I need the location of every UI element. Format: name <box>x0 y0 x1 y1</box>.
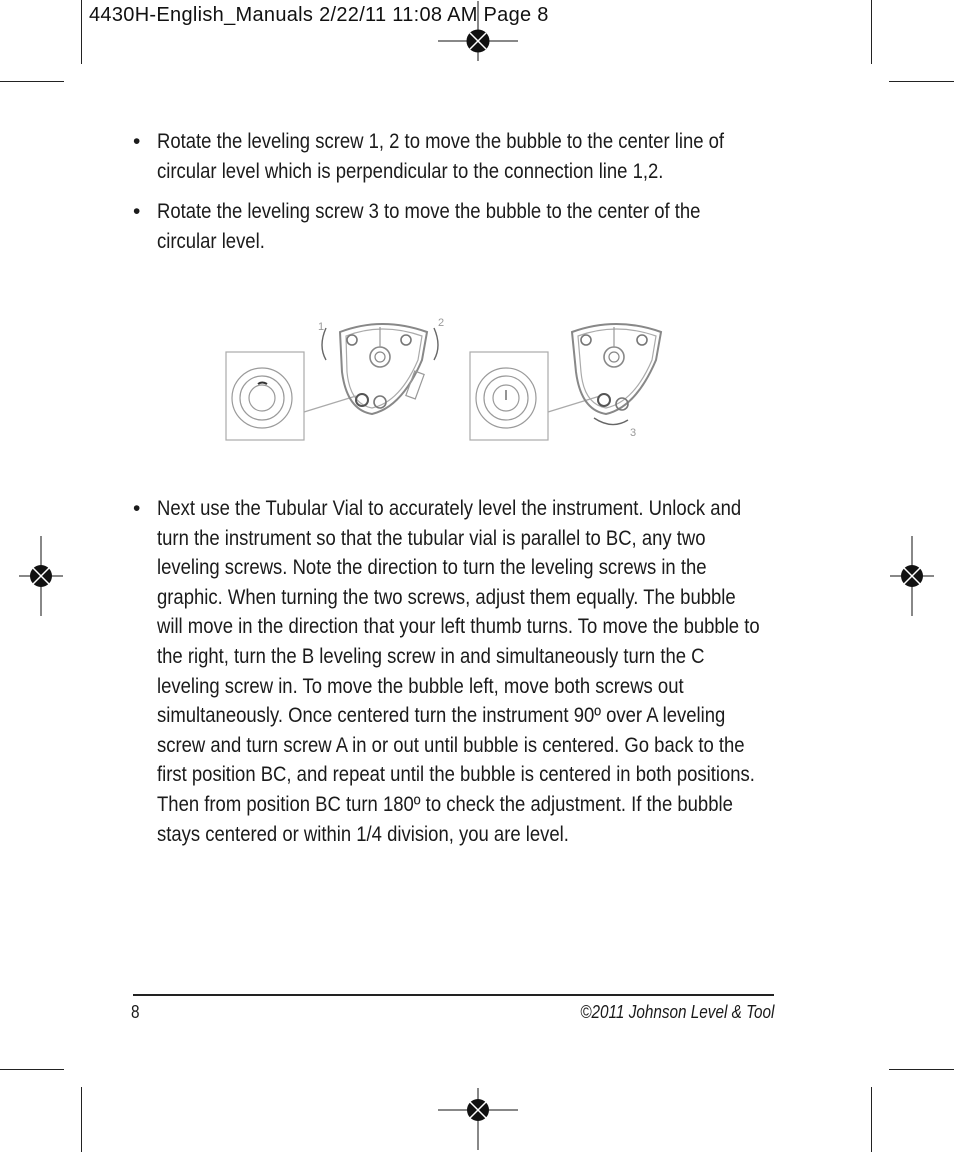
screw-label-2: 2 <box>438 317 445 329</box>
right-diagram <box>470 324 661 440</box>
crop-mark-top-right-v <box>871 0 872 64</box>
bullet-dot: • <box>133 130 141 153</box>
screw-label-3: 3 <box>630 427 637 439</box>
bullet-dot: • <box>133 200 141 223</box>
bullet-text: Next use the Tubular Vial to accurately level the instrument. Unlock and turn the instrument so that the tubular vial is parallel to BC, any two leveling screws. Note the direction to turn the leveling screws in the graphic. When turning the two screws, adjust them equally. The bubble will move in the direction that your left thumb turns. To move the bubble to the right, turn the B leveling screw in and simultaneously turn the C leveling screw in. To move the bubble left, move both screws out simultaneously. Once centered turn the instrument 90º over A leveling screw and turn screw A in or out until bubble is centered. Go back to the first position BC, and repeat until the bubble is centered in both positions. Then from position BC turn 180º to check the adjustment. If the bubble stays centered or within 1/4 division, you are level. <box>157 497 760 846</box>
bullet-item <box>133 127 773 186</box>
page-number: 8 <box>131 1002 140 1022</box>
registration-mark-bottom-icon <box>438 1070 518 1150</box>
bullet-text: Rotate the leveling screw 1, 2 to move the bubble to the center line of circular level which is perpendicular to the connection line 1,2. <box>157 130 725 183</box>
registration-mark-top-icon <box>438 1 518 81</box>
crop-mark-bottom-left-v <box>81 1087 82 1152</box>
footer-rule <box>133 994 774 996</box>
registration-mark-left-icon <box>1 536 81 616</box>
crop-mark-bottom-left-h <box>0 1069 64 1070</box>
crop-mark-top-right-h <box>889 81 954 82</box>
crop-mark-bottom-right-v <box>871 1087 872 1152</box>
crop-mark-top-left-h <box>0 81 64 82</box>
crop-mark-top-left-v <box>81 0 82 64</box>
bullet-text: Rotate the leveling screw 3 to move the bubble to the center of the circular level. <box>157 200 701 253</box>
bullet-item <box>133 494 773 849</box>
printer-slug: 4430H-English_Manuals 2/22/11 11:08 AM Page 8 <box>89 4 549 26</box>
crop-mark-bottom-right-h <box>889 1069 954 1070</box>
bullet-item <box>133 197 773 256</box>
left-diagram <box>226 317 444 440</box>
bullet-dot: • <box>133 497 141 520</box>
leveling-screw-diagram <box>222 312 682 444</box>
registration-mark-right-icon <box>872 536 952 616</box>
screw-label-1: 1 <box>318 321 325 333</box>
copyright-notice: ©2011 Johnson Level & Tool <box>579 1002 774 1022</box>
